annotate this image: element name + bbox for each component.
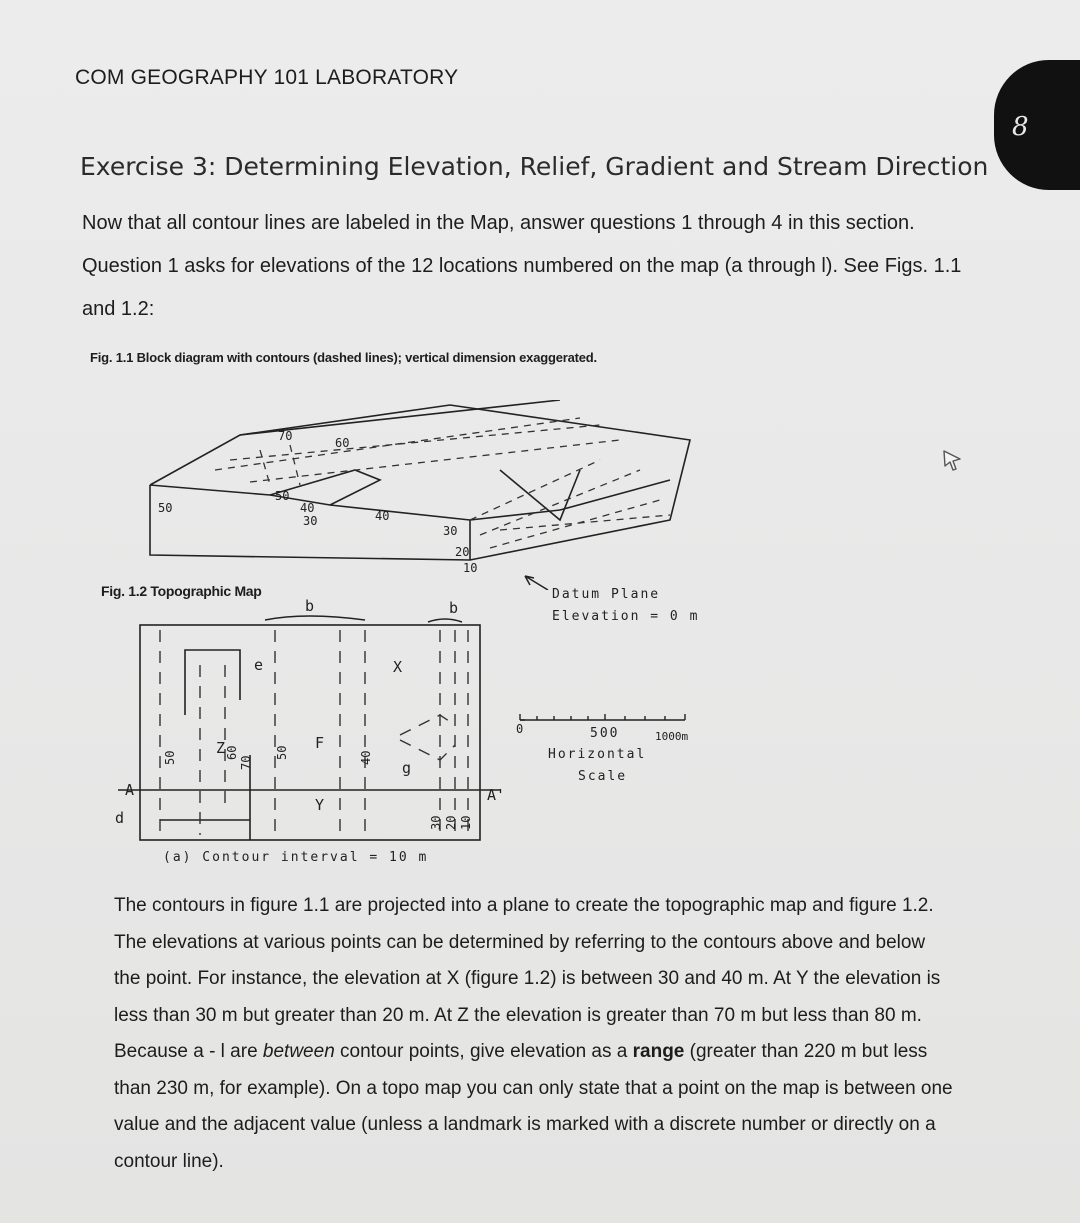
figure-1-2-caption: Fig. 1.2 Topographic Map: [101, 583, 262, 599]
fig11-label-40: 40: [300, 501, 315, 515]
map-label-a: A: [125, 781, 135, 799]
map-label-e: e: [254, 656, 264, 674]
datum-line-2: Elevation = 0 m: [552, 609, 700, 624]
map-label-b-left: b: [305, 597, 315, 615]
map-contour-50-left: 50: [163, 750, 177, 765]
page-number: 8: [1012, 112, 1029, 142]
para2-end: (greater than 220 m but less than 230 m, for example). On a topo map you can only state that a point on the map is between one value and the adjacent value (unless a landmark is marked with a discrete number or directly on a contour line).: [114, 1041, 953, 1172]
contour-interval-label: (a) Contour interval = 10 m: [163, 850, 429, 865]
datum-line-1: Datum Plane: [552, 587, 661, 602]
fig11-label-70: 70: [278, 429, 293, 443]
para2-between: between: [262, 1041, 335, 1062]
map-label-y: Y: [315, 796, 325, 814]
map-contour-40: 40: [359, 750, 373, 765]
fig11-label-60: 60: [335, 436, 350, 450]
map-label-a-prime: A': [487, 786, 506, 804]
fig11-label-50-left: 50: [158, 501, 173, 515]
map-contour-20: 20: [444, 815, 458, 830]
fig11-label-10: 10: [463, 561, 478, 575]
map-label-g: g: [402, 759, 412, 777]
map-contour-10: 10: [459, 815, 473, 830]
datum-arrow: [525, 576, 548, 590]
block-diagram-figure: [140, 400, 700, 590]
para2-mid: contour points, give elevation as a: [334, 1041, 633, 1062]
map-label-f: F: [315, 734, 325, 752]
fig11-label-40-right: 40: [375, 509, 390, 523]
course-header: COM GEOGRAPHY 101 LABORATORY: [75, 66, 459, 89]
figure-1-1-caption: Fig. 1.1 Block diagram with contours (dashed lines); vertical dimension exaggerated.: [90, 350, 597, 365]
scale-bar-line: [515, 708, 695, 728]
scale-label-line-1: Horizontal: [548, 747, 647, 762]
exercise-intro: Now that all contour lines are labeled in the Map, answer questions 1 through 4 in this section. Question 1 asks for elevations of the 12 locations numbered on the map (a through l). See Figs. 1.1 and 1.2:: [82, 212, 962, 320]
body-paragraph-1: The contours in figure 1.1 are projected into a plane to create the topographic map and figure 1.2. The elevations at various points can be determined by referring to the contours above and below the point. For instance, the elevation at X (figure 1.2) is between 30 and 40 m. At Y the elevation is less than 30 m but greater than 20 m. At Z the elevation is greater than 70 m but less than 80 m.: [114, 895, 941, 1026]
mouse-pointer-icon: [940, 447, 970, 477]
exercise-title: Exercise 3: Determining Elevation, Relief, Gradient and Stream Direction: [80, 152, 989, 181]
para2-range: range: [632, 1041, 685, 1062]
scale-label: [548, 744, 646, 788]
fig11-label-30-right: 30: [443, 524, 458, 538]
body-text: [114, 888, 954, 1180]
fig11-label-30: 30: [303, 514, 318, 528]
map-contour-60: 60: [225, 745, 239, 760]
map-label-b-right: b: [449, 599, 459, 617]
scale-label-line-2: Scale: [578, 769, 628, 784]
topographic-map-figure: [105, 590, 525, 855]
body-paragraph-2: [114, 1034, 954, 1180]
map-label-z: Z: [216, 739, 226, 757]
datum-label: [552, 584, 699, 628]
fig11-label-50-mid: 50: [275, 489, 290, 503]
map-label-d: d: [115, 809, 125, 827]
map-label-x: X: [393, 658, 403, 676]
fig11-label-20: 20: [455, 545, 470, 559]
scale-zero: 0: [516, 722, 526, 736]
page-tab: [994, 60, 1080, 190]
scale-500: 500: [590, 726, 620, 741]
scale-1000: 1000m: [655, 730, 689, 743]
map-contour-30: 30: [429, 815, 443, 830]
map-contour-50-mid: 50: [275, 745, 289, 760]
para2-start: Because a - l are: [114, 1041, 263, 1062]
map-contour-70: 70: [239, 755, 253, 770]
